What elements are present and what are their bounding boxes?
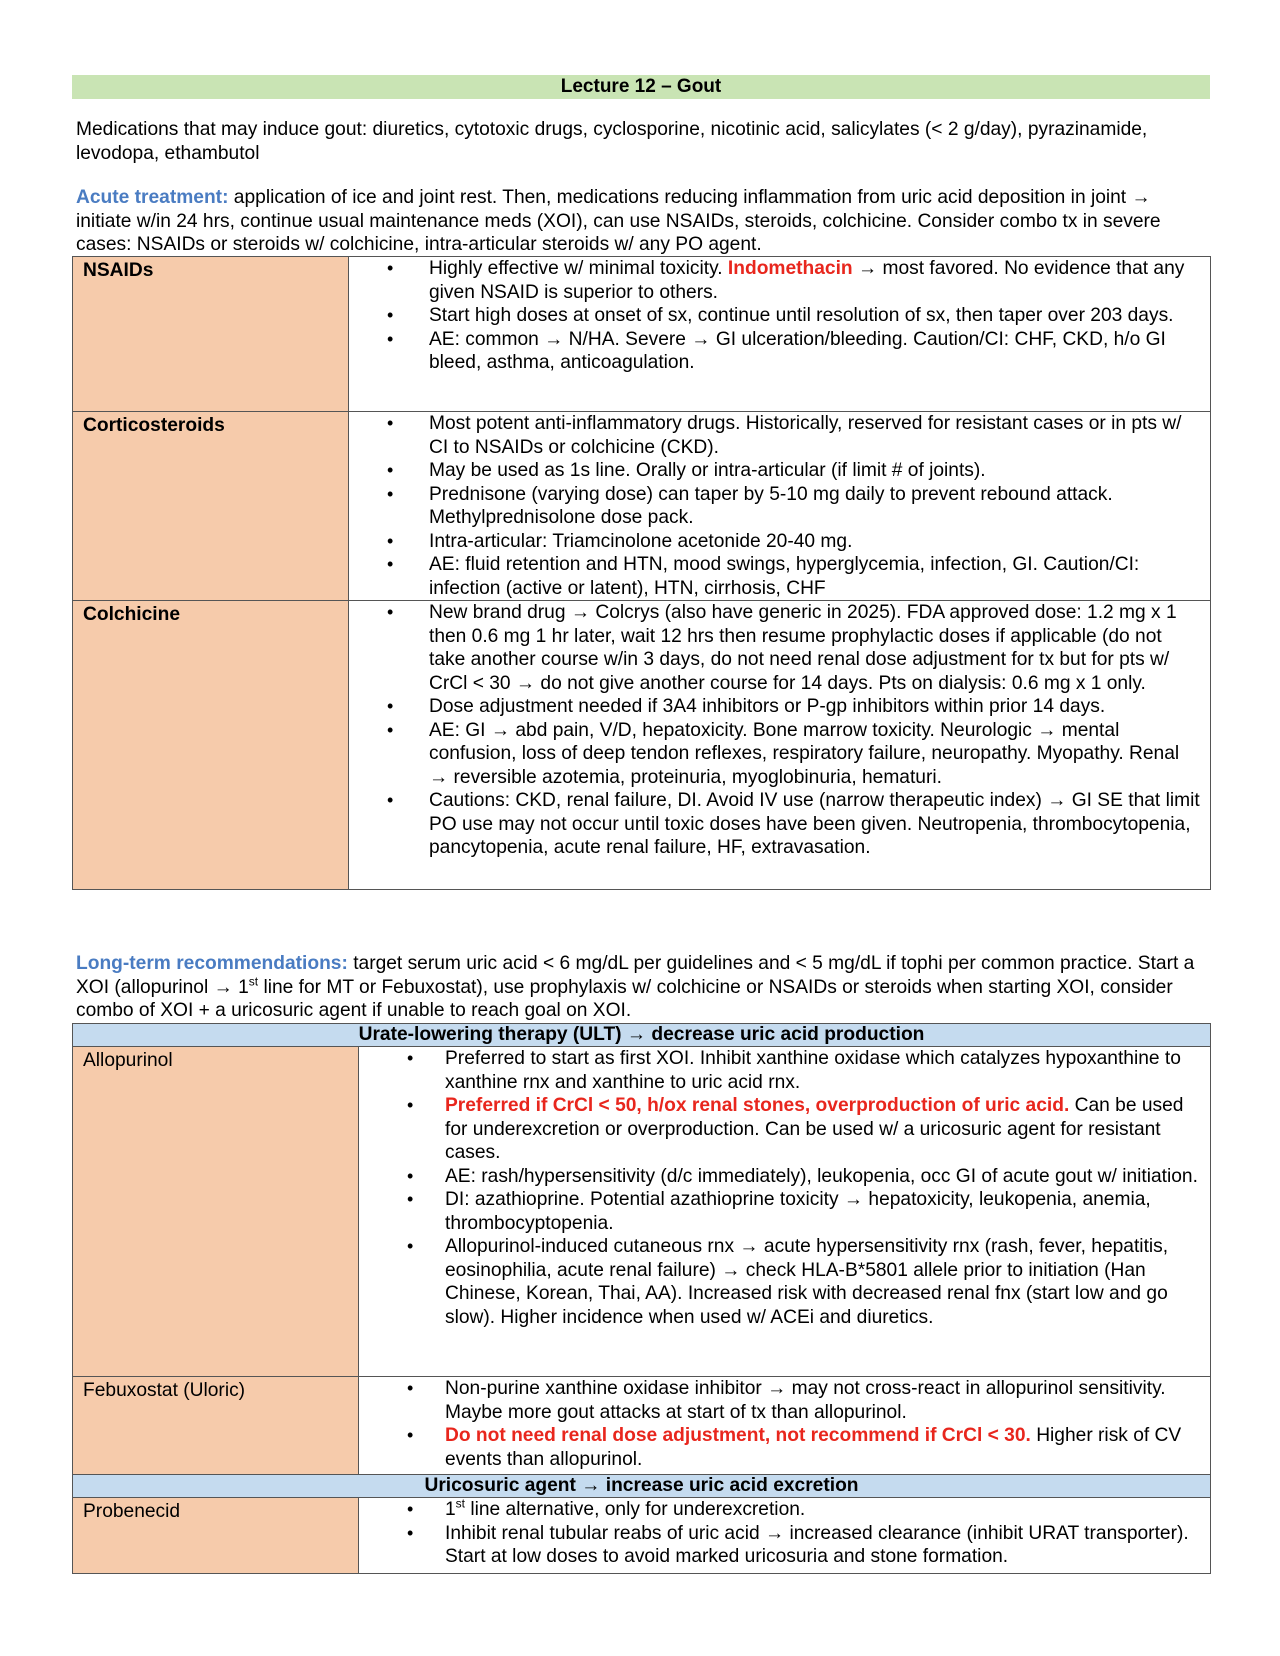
section-band-uricosuric: Uricosuric agent → increase uric acid excretion (73, 1475, 1211, 1498)
list-item (349, 257, 1210, 304)
acute-treatment-heading: Acute treatment: (76, 187, 229, 208)
list-item: • Dose adjustment needed if 3A4 inhibitors or P-gp inhibitors within prior 14 days. (349, 695, 1210, 719)
long-term-paragraph (76, 952, 1210, 1023)
highlight-text: Indomethacin (727, 258, 853, 279)
bullet-list (359, 1377, 1210, 1471)
table-row (73, 1475, 1211, 1498)
details-cell (359, 1047, 1211, 1377)
list-item: • AE: rash/hypersensitivity (d/c immediately), leukopenia, occ GI of acute gout w/ initiation. (359, 1165, 1210, 1189)
drug-name-cell: NSAIDs (73, 257, 349, 412)
list-item: • AE: fluid retention and HTN, mood swings, hyperglycemia, infection, GI. Caution/CI: infection (active or latent), HTN, cirrhosis, CHF (349, 553, 1210, 600)
list-item: • New brand drug → Colcrys (also have generic in 2025). FDA approved dose: 1.2 mg x 1 then 0.6 mg 1 hr later, wait 12 hrs then resume prophylactic doses if applicable (do not take another course w/in 3 days, do not need renal dose adjustment for tx but for pts w/ CrCl < 30 → do not give another course for 14 days. Pts on dialysis: 0.6 mg x 1 only. (349, 601, 1210, 695)
bullet-text: Can be used for underexcretion or overproduction. Can be used w/ a uricosuric agent for resistant cases. (445, 1095, 1184, 1163)
table-row (73, 257, 1211, 412)
list-item: • Cautions: CKD, renal failure, DI. Avoid IV use (narrow therapeutic index) → GI SE that limit PO use may not occur until toxic doses have been given. Neutropenia, thrombocytopenia, pancytopenia, acute renal failure, HF, extravasation. (349, 789, 1210, 860)
bullet-list (359, 1047, 1210, 1329)
bullet-list (349, 257, 1210, 375)
drug-name-cell: Probenecid (73, 1498, 359, 1574)
ult-table (72, 1023, 1211, 1574)
list-item (359, 1094, 1210, 1165)
list-item: • Start high doses at onset of sx, continue until resolution of sx, then taper over 203 days. (349, 304, 1210, 328)
details-cell (349, 257, 1211, 412)
list-item: • Inhibit renal tubular reabs of uric acid → increased clearance (inhibit URAT transporter). Start at low doses to avoid marked uricosuria and stone formation. (359, 1522, 1210, 1569)
drug-name-cell: Allopurinol (73, 1047, 359, 1377)
table-row (73, 601, 1211, 890)
details-cell (359, 1498, 1211, 1574)
drug-name-cell: Corticosteroids (73, 412, 349, 601)
table-row (73, 412, 1211, 601)
acute-treatment-table (72, 256, 1211, 890)
bullet-text: Higher risk of CV events than allopurinol. (445, 1425, 1182, 1470)
list-item (359, 1424, 1210, 1471)
bullet-list (359, 1498, 1210, 1569)
table-row (73, 1024, 1211, 1047)
bullet-list (349, 601, 1210, 860)
bullet-text: 1 (445, 1499, 456, 1520)
long-term-text: line for MT or Febuxostat), use prophylaxis w/ colchicine or NSAIDs or steroids when starting XOI, consider combo of XOI + a uricosuric agent if unable to reach goal on XOI. (76, 976, 1173, 1021)
list-item: • Non-purine xanthine oxidase inhibitor → may not cross-react in allopurinol sensitivity. Maybe more gout attacks at start of tx than allopurinol. (359, 1377, 1210, 1424)
bullet-text: line alternative, only for underexcretion. (465, 1499, 806, 1520)
table-row (73, 1377, 1211, 1475)
bullet-list (349, 412, 1210, 600)
drug-name-cell: Colchicine (73, 601, 349, 890)
section-band-ult: Urate-lowering therapy (ULT) → decrease uric acid production (73, 1024, 1211, 1047)
table-row (73, 1047, 1211, 1377)
highlight-text: Preferred if CrCl < 50, h/ox renal stones, overproduction of uric acid. (445, 1095, 1070, 1116)
long-term-text: target serum uric acid < 6 mg/dL per guidelines and < 5 mg/dL if tophi per common practice. Start a XOI (allopurinol → 1 (76, 953, 1195, 998)
list-item: • DI: azathioprine. Potential azathioprine toxicity → hepatoxicity, leukopenia, anemia, thrombocyptopenia. (359, 1188, 1210, 1235)
acute-treatment-text: application of ice and joint rest. Then, medications reducing inflammation from uric acid deposition in joint → initiate w/in 24 hrs, continue usual maintenance meds (XOI), can use NSAIDs, steroids, colchicine. Consider combo tx in severe cases: NSAIDs or steroids w/ colchicine, intra-articular steroids w/ any PO agent. (76, 187, 1161, 255)
bullet-text: Highly effective w/ minimal toxicity. (429, 258, 728, 279)
list-item: • Allopurinol-induced cutaneous rnx → acute hypersensitivity rnx (rash, fever, hepatitis, eosinophilia, acute renal failure) → check HLA-B*5801 allele prior to initiation (Han Chinese, Korean, Thai, AA). Increased risk with decreased renal fnx (start low and go slow). Higher incidence when used w/ ACEi and diuretics. (359, 1235, 1210, 1329)
list-item: • AE: GI → abd pain, V/D, hepatoxicity. Bone marrow toxicity. Neurologic → mental confusion, loss of deep tendon reflexes, respiratory failure, neuropathy. Myopathy. Renal → reversible azotemia, proteinuria, myoglobinuria, hematuri. (349, 719, 1210, 790)
acute-treatment-paragraph (76, 186, 1210, 257)
long-term-heading: Long-term recommendations: (76, 953, 348, 974)
page-title: Lecture 12 – Gout (72, 75, 1210, 99)
highlight-text: Do not need renal dose adjustment, not recommend if CrCl < 30. (445, 1425, 1031, 1446)
superscript: st (248, 974, 259, 989)
list-item (359, 1498, 1210, 1522)
intro-paragraph: Medications that may induce gout: diuretics, cytotoxic drugs, cyclosporine, nicotinic acid, salicylates (< 2 g/day), pyrazinamide, levodopa, ethambutol (76, 119, 1148, 164)
details-cell (349, 412, 1211, 601)
list-item: • Most potent anti-inflammatory drugs. Historically, reserved for resistant cases or in pts w/ CI to NSAIDs or colchicine (CKD). (349, 412, 1210, 459)
list-item: • Preferred to start as first XOI. Inhibit xanthine oxidase which catalyzes hypoxanthine to xanthine rnx and xanthine to uric acid rnx. (359, 1047, 1210, 1094)
list-item: • May be used as 1s line. Orally or intra-articular (if limit # of joints). (349, 459, 1210, 483)
list-item: • Prednisone (varying dose) can taper by 5-10 mg daily to prevent rebound attack. Methylprednisolone dose pack. (349, 483, 1210, 530)
details-cell (349, 601, 1211, 890)
list-item: • AE: common → N/HA. Severe → GI ulceration/bleeding. Caution/CI: CHF, CKD, h/o GI bleed, asthma, anticoagulation. (349, 328, 1210, 375)
superscript: st (455, 1496, 466, 1511)
details-cell (359, 1377, 1211, 1475)
table-row (73, 1498, 1211, 1574)
drug-name-cell: Febuxostat (Uloric) (73, 1377, 359, 1475)
list-item: • Intra-articular: Triamcinolone acetonide 20-40 mg. (349, 530, 1210, 554)
bullet-text: → most favored. No evidence that any given NSAID is superior to others. (429, 258, 1185, 303)
